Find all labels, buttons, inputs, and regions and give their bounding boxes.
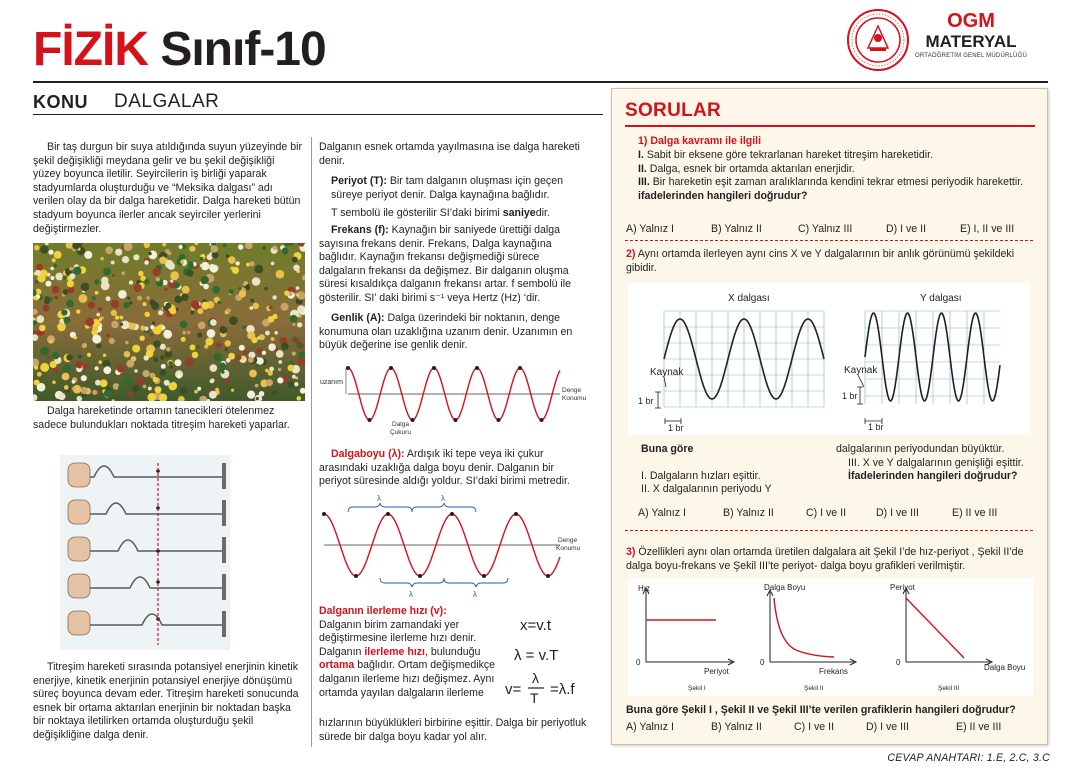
q2-statements-right <box>836 443 1036 484</box>
title-grade: Sınıf-10 <box>160 23 326 76</box>
q2-option-e[interactable]: E) II ve III <box>952 507 998 519</box>
q3-option-e[interactable]: E) II ve III <box>956 721 1002 733</box>
label-denge-2: Konumu <box>562 395 587 402</box>
konu-rule <box>33 114 603 115</box>
q2-x-source: Kaynak <box>650 367 684 378</box>
label-cukur-2: Çukuru <box>390 429 411 436</box>
label-cukur-1: Dalga <box>392 421 409 428</box>
q1-options <box>626 223 1036 237</box>
q3-g3-zero: 0 <box>896 658 901 667</box>
label-uzanim: uzanım <box>320 379 343 386</box>
q2-x-unit-v: 1 br <box>638 396 654 406</box>
q2-x-title: X dalgası <box>728 293 770 304</box>
frequency-definition: Frekans (f): Kaynağın bir saniyede ürettiği dalga sayısına frekans denir. Frekans, Dalga kaynağına bağlıdır. Kaynağın frekansı değişmediği sürece dalgaların frekansı da değişmez. Bir dalganın oluşma süresi kısaldıkça dalganın frekansı artar. f sembolü ile gösterilir. SI’ daki birimi s⁻¹ veya Hertz (Hz) ‘dir. <box>319 224 572 304</box>
q2-statement-2-cont: dalgalarının periyodundan büyüktür. <box>836 443 1005 455</box>
page-title <box>33 22 326 78</box>
q2-y-unit-v: 1 br <box>842 391 858 401</box>
q3-g2-xlabel: Frekans <box>819 667 848 676</box>
q3-graphs <box>628 578 1033 696</box>
q2-option-c[interactable]: C) I ve II <box>806 507 847 519</box>
questions-rule <box>625 125 1035 127</box>
q3-g2-caption: Şekil II <box>804 685 824 692</box>
q2-statements-left <box>641 443 831 497</box>
questions-heading: SORULAR <box>625 100 722 121</box>
period-unit: T sembolü ile gösterilir SI’daki birimi saniyedir. <box>331 207 550 219</box>
answer-key: CEVAP ANAHTARI: 1.E, 2.C, 3.C <box>887 752 1050 764</box>
q3-option-b[interactable]: B) Yalnız II <box>711 721 762 733</box>
q2-option-d[interactable]: D) I ve III <box>876 507 919 519</box>
q1-statement-3: III. Bir hareketin eşit zaman aralıklarında kendini tekrar etmesi periyodik harekettir. <box>638 176 1024 189</box>
q2-divider <box>625 530 1033 531</box>
q3-option-c[interactable]: C) I ve II <box>794 721 835 733</box>
q1-option-a[interactable]: A) Yalnız I <box>626 223 674 235</box>
q2-y-unit-h: 1 br <box>868 422 884 432</box>
rope-wave-hands-illustration <box>60 455 230 650</box>
q1-statement-2: II. Dalga, esnek bir ortamda aktarılan enerjidir. <box>638 162 855 175</box>
konu-label: KONU <box>33 92 88 112</box>
stadium-crowd-photo <box>33 243 305 401</box>
formula-distance: x=v.t <box>520 617 551 634</box>
velocity-definition: Dalganın ilerleme hızı (v): Dalganın birim zamandaki yer değiştirmesine ilerleme hızı denir. Dalganın ilerleme hızı, bulunduğu ortama bağlıdır. Ortam değişmedikçe dalganın ilerleme hızı değişmez. Aynı ortamda yayılan dalgaların ilerleme <box>319 605 496 699</box>
q1-divider <box>625 240 1033 241</box>
formula-num: λ <box>532 670 539 686</box>
formula-lf: =λ.f <box>550 681 575 698</box>
particles-paragraph: Dalga hareketinde ortamın tanecikleri ötelenmez sadece bulundukları noktada titreşim hareketi yaparlar. <box>33 405 290 431</box>
wavelength-wave-diagram <box>320 490 595 600</box>
q3-ask: Buna göre Şekil I , Şekil II ve Şekil III’te verilen grafiklerin hangileri doğrudur? <box>626 704 1016 716</box>
q2-x-unit-h: 1 br <box>668 423 684 433</box>
q1-statement-1: I. Sabit bir eksene göre tekrarlanan hareket titreşim hareketidir. <box>638 149 934 161</box>
konu-topic: DALGALAR <box>114 91 220 112</box>
q1-option-e[interactable]: E) I, II ve III <box>960 223 1015 235</box>
q3-g3-caption: Şekil III <box>938 685 960 692</box>
q3-g2-zero: 0 <box>760 658 765 667</box>
q2-options <box>638 507 1033 521</box>
q2-y-title: Y dalgası <box>920 293 962 304</box>
q3-text: 3) Özellikleri aynı olan ortamda üretilen dalgalara ait Şekil I’de hız-periyot , Şekil II’de dalga boyu-frekans ve Şekil III’te periyot- dalga boyu grafikleri verilmiştir. <box>626 546 1024 572</box>
q3-option-d[interactable]: D) I ve III <box>866 721 909 733</box>
q2-ask: İfadelerinden hangileri doğrudur? <box>848 470 1018 483</box>
q2-buna: Buna göre <box>641 443 694 455</box>
q3-g1-ylabel: Hız <box>638 584 650 593</box>
ministry-seal-icon <box>846 8 910 72</box>
q3-g1-xlabel: Periyot <box>704 667 729 676</box>
velocity-conclusion: hızlarının büyüklükleri birbirine eşittir. Dalga bir periyotluk sürede bir dalga boyu kadar yol alır. <box>319 717 587 743</box>
amplitude-wave-diagram <box>320 358 595 440</box>
label-denge2-2: Konumu <box>556 545 581 552</box>
q3-g3-ylabel: Periyot <box>890 583 915 592</box>
q1-option-b[interactable]: B) Yalnız II <box>711 223 762 235</box>
intro-paragraph: Bir taş durgun bir suya atıldığında suyun yüzeyinde bir şekil değişikliği meydana gelir ve bu şekil değişikliği yüzey boyunca iletilir. Seyircilerin iş birliği yaparak stadyumlarda oluşturduğu ve “Meksika dalgası” adı verilen olay da bir dalga hareketidir. Dalga hareketi bütün stadyum boyunca ilerler ancak seyirciler yerlerini değiştirmezler. <box>33 141 302 235</box>
q2-statement-1: I. Dalgaların hızları eşittir. <box>641 469 761 482</box>
q3-g1-zero: 0 <box>636 658 641 667</box>
label-denge-1: Denge <box>562 387 582 394</box>
column-divider <box>311 137 312 747</box>
title-subject: FİZİK <box>33 23 148 76</box>
q3-g2-ylabel: Dalga Boyu <box>764 583 806 592</box>
q2-option-b[interactable]: B) Yalnız II <box>723 507 774 519</box>
q3-option-a[interactable]: A) Yalnız I <box>626 721 674 733</box>
lambda-label-2: λ <box>441 494 445 503</box>
q2-text: 2) Aynı ortamda ilerleyen aynı cins X ve Y dalgalarının bir anlık görünümü şekildeki gibidir. <box>626 248 1015 274</box>
header-rule <box>33 81 1048 83</box>
formula-lambda: λ = v.T <box>514 647 559 664</box>
lambda-label-4: λ <box>473 590 477 599</box>
q3-g1-caption: Şekil I <box>688 685 706 692</box>
q1-ask: ifadelerinden hangileri doğrudur? <box>638 189 808 202</box>
q1-option-c[interactable]: C) Yalnız III <box>798 223 853 235</box>
logo-ogm: OGM <box>947 10 995 32</box>
lambda-label-1: λ <box>377 494 381 503</box>
q2-wave-figures <box>628 283 1030 435</box>
energy-paragraph: Titreşim hareketi sırasında potansiyel enerjinin kinetik enerjiye, kinetik enerjinin potansiyel enerjiye dönüşümü süreç boyunca devam eder. Titreşim hareketi sonucunda esnek bir ortama aktarılan enerjinin bir noktadan başka bir noktaya iletilirken ortamda oluşturduğu şekil değişikliğine dalga denir. <box>33 661 299 741</box>
formula-den: T <box>530 690 539 705</box>
q3-g3-xlabel: Dalga Boyu <box>984 663 1026 672</box>
q1-statements <box>638 149 1033 203</box>
logo-materyal: MATERYAL <box>925 32 1017 51</box>
lambda-label-3: λ <box>409 590 413 599</box>
q2-option-a[interactable]: A) Yalnız I <box>638 507 686 519</box>
q2-statement-3: III. X ve Y dalgalarının genişliği eşittir. <box>848 456 1024 469</box>
q1-option-d[interactable]: D) I ve II <box>886 223 927 235</box>
formula-v: v= <box>505 681 522 698</box>
period-definition: Periyot (T): Bir tam dalganın oluşması için geçen süreye periyot denir. Dalga kaynağına bağlıdır. <box>331 175 563 201</box>
q1-title: 1) Dalga kavramı ile ilgili <box>638 135 762 147</box>
q2-statement-2: II. X dalgalarının periyodu Y <box>641 483 772 496</box>
velocity-formulas <box>502 610 602 705</box>
wavelength-definition: Dalgaboyu (λ): Ardışık iki tepe veya iki çukur arasındaki uzaklığa dalga boyu denir. Dalganın bir periyot süresinde aldığı yoldur. SI’daki birimi metredir. <box>319 448 570 488</box>
wave-motion-text: Dalganın esnek ortamda yayılmasına ise dalga hareketi denir. <box>319 141 580 167</box>
label-denge2-1: Denge <box>558 537 578 544</box>
q2-y-source: Kaynak <box>844 365 878 376</box>
amplitude-definition: Genlik (A): Dalga üzerindeki bir noktanın, denge konumuna olan uzaklığına uzanım denir. Uzanımın en büyük değerine ise genlik denir. <box>319 312 573 352</box>
q3-options <box>626 721 1036 735</box>
logo-subtitle: ORTAÖĞRETİM GENEL MÜDÜRLÜĞÜ <box>915 53 1027 59</box>
